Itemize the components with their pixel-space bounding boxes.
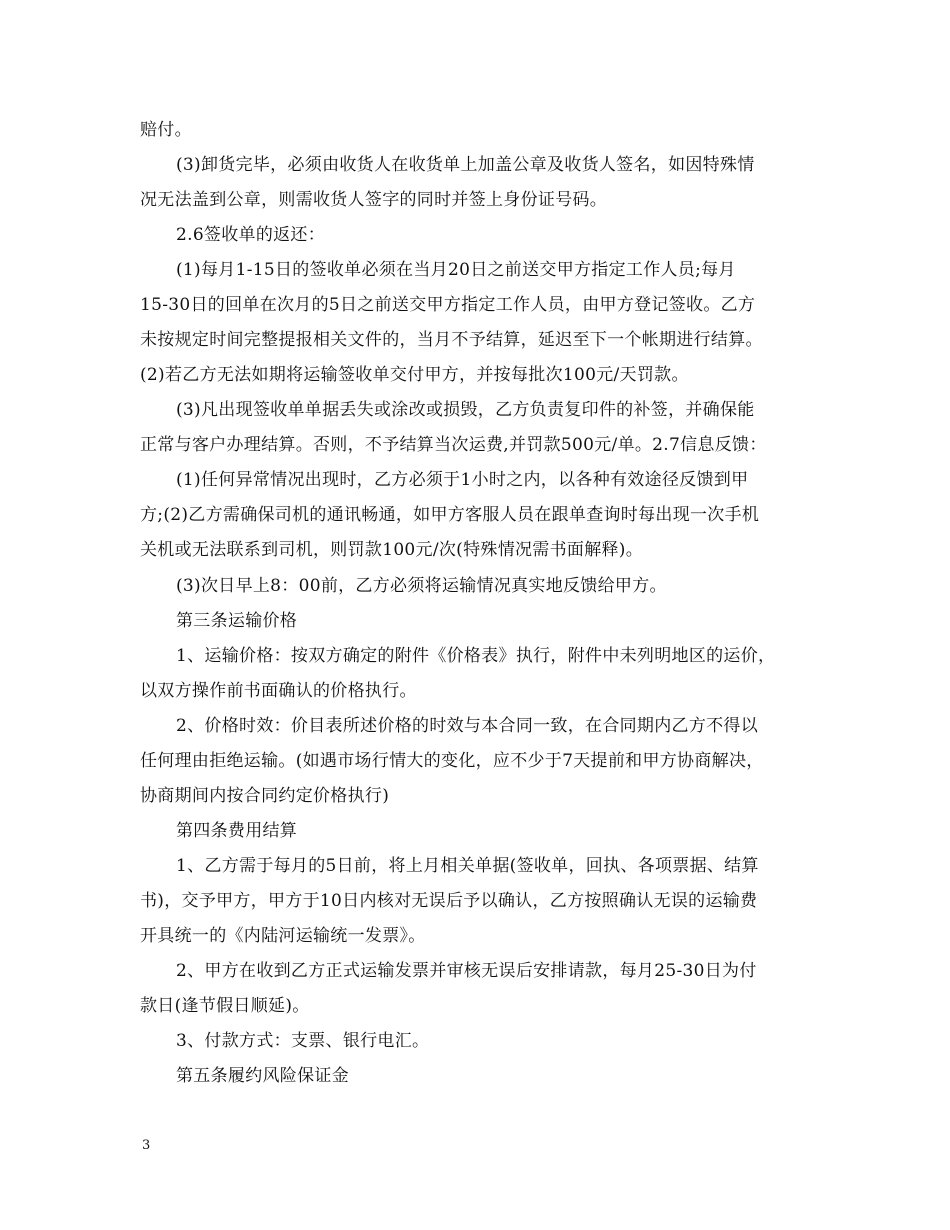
text-line: 书)，交予甲方，甲方于10日内核对无误后予以确认，乙方按照确认无误的运输费 — [140, 891, 758, 911]
text-line: 1、运输价格：按双方确定的附件《价格表》执行，附件中未列明地区的运价， — [176, 646, 776, 666]
text-line: (3)卸货完毕，必须由收货人在收货单上加盖公章及收货人签名，如因特殊情 — [176, 155, 755, 175]
text-line: (2)若乙方无法如期将运输签收单交付甲方，并按每批次100元/天罚款。 — [140, 365, 689, 385]
text-line: 款日(逢节假日顺延)。 — [140, 996, 310, 1016]
page-number: 3 — [142, 1138, 151, 1153]
text-line: (3)次日早上8：00前，乙方必须将运输情况真实地反馈给甲方。 — [176, 576, 667, 596]
text-line: (3)凡出现签收单单据丢失或涂改或损毁，乙方负责复印件的补签，并确保能 — [176, 400, 755, 420]
section-heading: 第三条运输价格 — [176, 611, 298, 631]
text-line: 方;(2)乙方需确保司机的通讯畅通，如甲方客服人员在跟单查询时每出现一次手机 — [140, 505, 760, 525]
section-heading: 第四条费用结算 — [176, 821, 298, 841]
text-line: 赔付。 — [140, 120, 192, 140]
section-heading: 2.6签收单的返还： — [176, 225, 326, 245]
text-line: 2、甲方在收到乙方正式运输发票并审核无误后安排请款，每月25-30日为付 — [176, 961, 757, 981]
text-line: 协商期间内按合同约定价格执行) — [140, 786, 390, 806]
text-line: 以双方操作前书面确认的价格执行。 — [140, 681, 417, 701]
section-heading: 第五条履约风险保证金 — [176, 1066, 349, 1086]
text-line: 未按规定时间完整提报相关文件的，当月不予结算，延迟至下一个帐期进行结算。 — [140, 330, 763, 350]
text-line: 1、乙方需于每月的5日前，将上月相关单据(签收单，回执、各项票据、结算 — [176, 856, 759, 876]
text-line: 况无法盖到公章，则需收货人签字的同时并签上身份证号码。 — [140, 190, 608, 210]
text-line: (1)每月1-15日的签收单必须在当月20日之前送交甲方指定工作人员;每月 — [176, 260, 736, 280]
text-line: (1)任何异常情况出现时，乙方必须于1小时之内，以各种有效途径反馈到甲 — [176, 470, 749, 490]
text-line: 关机或无法联系到司机，则罚款100元/次(特殊情况需书面解释)。 — [140, 540, 644, 560]
text-line: 15-30日的回单在次月的5日之前送交甲方指定工作人员，由甲方登记签收。乙方 — [140, 295, 756, 315]
text-line: 正常与客户办理结算。否则，不予结算当次运费,并罚款500元/单。2.7信息反馈： — [140, 435, 767, 455]
text-line: 2、价格时效：价目表所述价格的时效与本合同一致，在合同期内乙方不得以 — [176, 716, 759, 736]
text-line: 开具统一的《内陆河运输统一发票》。 — [140, 926, 426, 946]
text-line: 任何理由拒绝运输。(如遇市场行情大的变化，应不少于7天提前和甲方协商解决， — [140, 751, 764, 771]
text-line: 3、付款方式：支票、银行电汇。 — [176, 1031, 430, 1051]
